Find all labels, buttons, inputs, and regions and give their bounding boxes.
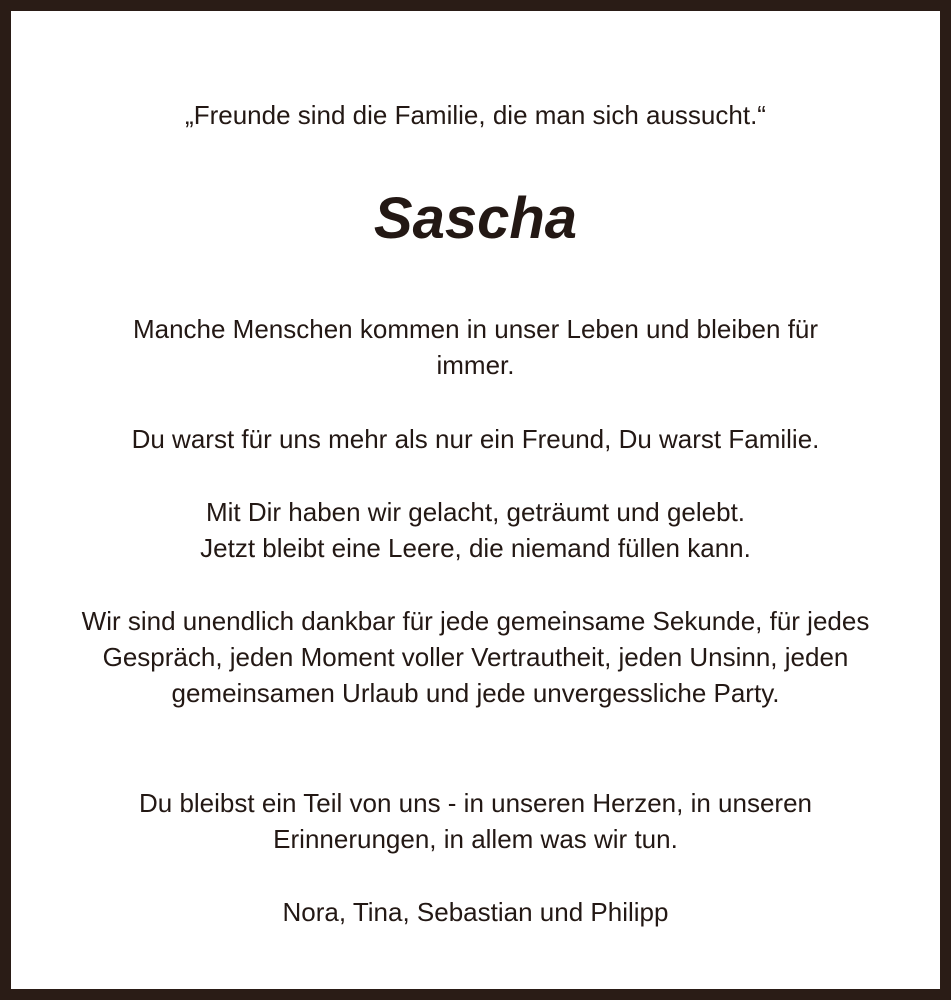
paragraph-remembrance: Du bleibst ein Teil von uns - in unseren Herzen, in unseren Erinnerungen, in allem was wir tun. [138,788,813,854]
paragraph-memories-line-1: Mit Dir haben wir gelacht, geträumt und gelebt. [205,497,746,527]
paragraph-family: Du warst für uns mehr als nur ein Freund, Du warst Familie. [131,424,820,454]
paragraph-memories [81,494,870,566]
paragraph-gratitude: Wir sind unendlich dankbar für jede gemeinsame Sekunde, für jedes Gespräch, jeden Moment voller Vertrautheit, jeden Unsinn, jeden gemeinsamen Urlaub und jede unvergessliche Party. [81,606,870,708]
deceased-name: Sascha [373,186,578,251]
obituary-content [11,11,940,989]
signature: Nora, Tina, Sebastian und Philipp [282,897,669,927]
opening-quote: „Freunde sind die Familie, die man sich aussucht.“ [185,100,766,130]
paragraph-memories-line-2: Jetzt bleibt eine Leere, die niemand füllen kann. [200,533,751,563]
paragraph-forever: Manche Menschen kommen in unser Leben und bleiben für immer. [132,314,819,380]
